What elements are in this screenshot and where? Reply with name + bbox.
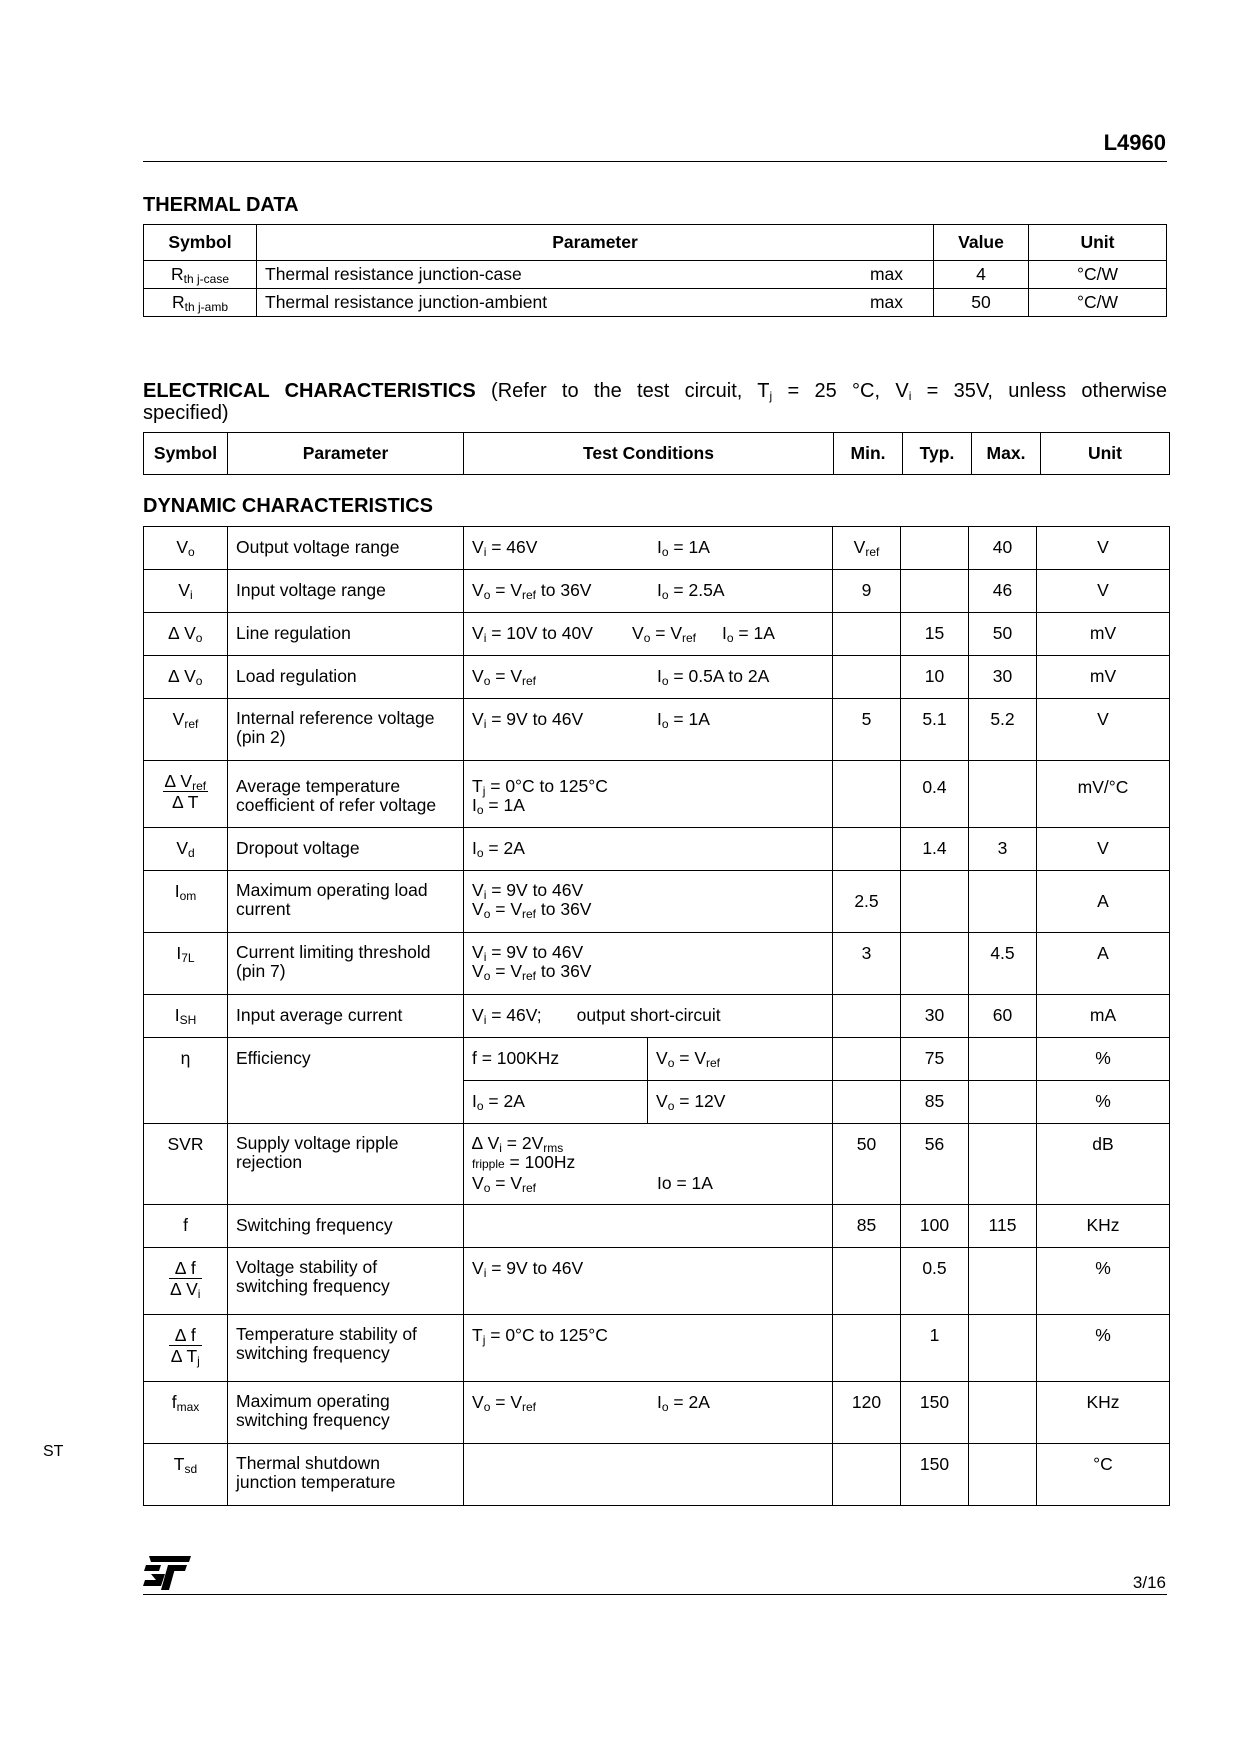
- electrical-intro: ELECTRICAL CHARACTERISTICS (Refer to the test circuit, $T_j = 25$ °C, $V_i = 35V$, unless otherwise: [143, 380, 1167, 403]
- parameter-cell: Voltage stability of switching frequency: [228, 1248, 464, 1315]
- symbol-cell: [144, 1248, 228, 1315]
- table-row: [144, 828, 1170, 871]
- max-cell: [969, 1081, 1037, 1124]
- conditions-cell: $V_i = 46V$; output short-circuit: [464, 995, 833, 1038]
- conditions-cell: $V_i = 10V$ to 40V $V_o = V_{ref}$ $I_o = 1A$: [464, 613, 833, 656]
- max-cell: [969, 1248, 1037, 1315]
- min-cell: [833, 1081, 901, 1124]
- typ-cell: 30: [901, 995, 969, 1038]
- value-cell: 50: [934, 289, 1029, 317]
- max-cell: [969, 1315, 1037, 1382]
- typ-cell: 10: [901, 656, 969, 699]
- table-row: [144, 699, 1170, 761]
- symbol-cell: $T_{sd}$: [144, 1444, 228, 1506]
- table-row: [144, 527, 1170, 570]
- parameter-cell: Average temperature coefficient of refer voltage: [228, 761, 464, 828]
- table-row: [144, 570, 1170, 613]
- max-cell: 115: [969, 1205, 1037, 1248]
- electrical-intro-cont: specified): [143, 402, 229, 424]
- conditions-cell: $V_i = 9V$ to 46V $I_o = 1A$: [464, 699, 833, 761]
- th-parameter: Parameter: [228, 433, 464, 475]
- unit-cell: V: [1037, 527, 1170, 570]
- symbol-cell: $f_{max}$: [144, 1382, 228, 1444]
- typ-cell: [901, 527, 969, 570]
- unit-cell: %: [1037, 1315, 1170, 1382]
- typ-cell: 5.1: [901, 699, 969, 761]
- symbol-cell: $R_{th j-amb}$: [144, 289, 257, 317]
- conditions-cell: $V_i = 9V$ to 46V $V_o = V_{ref}$ to 36V: [464, 933, 833, 995]
- thermal-header-row: [144, 225, 1167, 261]
- unit-cell: A: [1037, 871, 1170, 933]
- fraction: $\frac{\Delta V_{ref}}{\Delta T}$: [164, 771, 207, 812]
- symbol-cell: [144, 761, 228, 828]
- fraction: $\frac{\Delta f}{\Delta T_j}$: [171, 1325, 200, 1368]
- table-row: [144, 1248, 1170, 1315]
- typ-cell: 1: [901, 1315, 969, 1382]
- typ-cell: [901, 570, 969, 613]
- parameter-cell: Input average current: [228, 995, 464, 1038]
- typ-cell: 15: [901, 613, 969, 656]
- table-row: [144, 261, 1167, 289]
- th-symbol: Symbol: [144, 225, 257, 261]
- max-cell: [969, 1444, 1037, 1506]
- typ-cell: 150: [901, 1444, 969, 1506]
- th-min: Min.: [834, 433, 903, 475]
- value-cell: 4: [934, 261, 1029, 289]
- parameter-cell: Efficiency: [228, 1038, 464, 1124]
- unit-cell: mV/°C: [1037, 761, 1170, 828]
- max-cell: 3: [969, 828, 1037, 871]
- parameter-cell: Input voltage range: [228, 570, 464, 613]
- table-row: [144, 1205, 1170, 1248]
- symbol-cell: $V_{ref}$: [144, 699, 228, 761]
- symbol-cell: $V_o$: [144, 527, 228, 570]
- th-unit: Unit: [1041, 433, 1170, 475]
- max-cell: 50: [969, 613, 1037, 656]
- table-row: [144, 995, 1170, 1038]
- parameter-cell: Load regulation: [228, 656, 464, 699]
- unit-cell: mA: [1037, 995, 1170, 1038]
- unit-cell: dB: [1037, 1124, 1170, 1205]
- parameter-cell: Maximum operating switching frequency: [228, 1382, 464, 1444]
- typ-cell: 1.4: [901, 828, 969, 871]
- min-cell: 120: [833, 1382, 901, 1444]
- min-cell: 3: [833, 933, 901, 995]
- min-cell: 2.5: [833, 871, 901, 933]
- parameter-cell: Thermal resistance junction-ambient max: [257, 289, 934, 317]
- dynamic-table: [143, 526, 1170, 1506]
- conditions-cell: $T_j = 0^\circ C$ to 125°C $I_o = 1A$: [464, 761, 833, 828]
- typ-cell: [901, 871, 969, 933]
- max-cell: [969, 871, 1037, 933]
- header-rule: [143, 161, 1167, 162]
- symbol-cell: $V_i$: [144, 570, 228, 613]
- svg-text:ST: ST: [43, 1443, 64, 1460]
- min-cell: [833, 828, 901, 871]
- typ-cell: 85: [901, 1081, 969, 1124]
- part-number: L4960: [1103, 130, 1166, 155]
- max-cell: [969, 1124, 1037, 1205]
- table-row: [144, 933, 1170, 995]
- table-row: [144, 1382, 1170, 1444]
- min-cell: $V_{ref}$: [833, 527, 901, 570]
- typ-cell: 100: [901, 1205, 969, 1248]
- typ-cell: 0.5: [901, 1248, 969, 1315]
- symbol-cell: SVR: [144, 1124, 228, 1205]
- parameter-cell: Line regulation: [228, 613, 464, 656]
- symbol-cell: f: [144, 1205, 228, 1248]
- unit-cell: V: [1037, 699, 1170, 761]
- max-cell: 4.5: [969, 933, 1037, 995]
- conditions-cell: $V_o = V_{ref}$ to 36V $I_o = 2.5A$: [464, 570, 833, 613]
- conditions-cell: $V_i = 9V$ to 46V: [464, 1248, 833, 1315]
- thermal-title: THERMAL DATA: [143, 194, 299, 216]
- table-row: [144, 871, 1170, 933]
- unit-cell: mV: [1037, 656, 1170, 699]
- unit-cell: °C/W: [1029, 289, 1167, 317]
- symbol-cell: $I_{om}$: [144, 871, 228, 933]
- conditions-cell: [464, 1205, 833, 1248]
- typ-cell: 75: [901, 1038, 969, 1081]
- thermal-table: [143, 224, 1167, 317]
- unit-cell: KHz: [1037, 1382, 1170, 1444]
- parameter-cell: Supply voltage ripple rejection: [228, 1124, 464, 1205]
- max-cell: 5.2: [969, 699, 1037, 761]
- conditions-cell: $V_i = 46V$ $I_o = 1A$: [464, 527, 833, 570]
- min-cell: [833, 761, 901, 828]
- th-unit: Unit: [1029, 225, 1167, 261]
- unit-cell: V: [1037, 828, 1170, 871]
- th-symbol: Symbol: [144, 433, 228, 475]
- conditions-cell: $V_i = 9V$ to 46V $V_o = V_{ref}$ to 36V: [464, 871, 833, 933]
- typ-cell: [901, 933, 969, 995]
- max-cell: 40: [969, 527, 1037, 570]
- th-conditions: Test Conditions: [464, 433, 834, 475]
- conditions-cell: f = 100KHz: [464, 1038, 648, 1081]
- parameter-cell: Thermal shutdown junction temperature: [228, 1444, 464, 1506]
- conditions-cell: $V_o = V_{ref}$ $I_o = 0.5A$ to 2A: [464, 656, 833, 699]
- min-cell: [833, 613, 901, 656]
- parameter-cell: Dropout voltage: [228, 828, 464, 871]
- min-cell: [833, 656, 901, 699]
- th-max: Max.: [972, 433, 1041, 475]
- conditions-cell: $V_o = V_{ref}$: [648, 1038, 833, 1081]
- th-value: Value: [934, 225, 1029, 261]
- conditions-cell: $V_o = V_{ref}$ $I_o = 2A$: [464, 1382, 833, 1444]
- conditions-cell: ∆ $V_i = 2V_{rms}$ fripple = 100Hz $V_o = V_{ref}$ Io = 1A: [464, 1124, 833, 1205]
- symbol-cell: ∆ $V_o$: [144, 613, 228, 656]
- table-row: [144, 1124, 1170, 1205]
- table-row: [144, 1315, 1170, 1382]
- unit-cell: mV: [1037, 613, 1170, 656]
- max-cell: [969, 761, 1037, 828]
- parameter-cell: Internal reference voltage (pin 2): [228, 699, 464, 761]
- table-row: [144, 656, 1170, 699]
- table-row: [144, 1038, 1170, 1081]
- unit-cell: %: [1037, 1038, 1170, 1081]
- electrical-header-row: [144, 433, 1170, 475]
- unit-cell: °C/W: [1029, 261, 1167, 289]
- conditions-cell: $T_j = 0^\circ C$ to 125°C: [464, 1315, 833, 1382]
- max-cell: 46: [969, 570, 1037, 613]
- dynamic-title: DYNAMIC CHARACTERISTICS: [143, 495, 433, 517]
- min-cell: [833, 1038, 901, 1081]
- table-row: [144, 289, 1167, 317]
- parameter-cell: Maximum operating load current: [228, 871, 464, 933]
- parameter-cell: Output voltage range: [228, 527, 464, 570]
- min-cell: [833, 1248, 901, 1315]
- conditions-cell: $I_o = 2A$: [464, 1081, 648, 1124]
- fraction: $\frac{\Delta f}{\Delta V_i}$: [170, 1258, 201, 1301]
- typ-cell: 0.4: [901, 761, 969, 828]
- min-cell: [833, 995, 901, 1038]
- th-typ: Typ.: [903, 433, 972, 475]
- unit-cell: V: [1037, 570, 1170, 613]
- conditions-cell: [464, 1444, 833, 1506]
- page-number: 3/16: [1132, 1573, 1166, 1592]
- th-parameter: Parameter: [257, 225, 934, 261]
- max-cell: 30: [969, 656, 1037, 699]
- min-cell: 85: [833, 1205, 901, 1248]
- unit-cell: %: [1037, 1081, 1170, 1124]
- min-cell: [833, 1315, 901, 1382]
- unit-cell: °C: [1037, 1444, 1170, 1506]
- symbol-cell: $I_{SH}$: [144, 995, 228, 1038]
- symbol-cell: $V_d$: [144, 828, 228, 871]
- parameter-cell: Switching frequency: [228, 1205, 464, 1248]
- conditions-cell: $I_o = 2A$: [464, 828, 833, 871]
- table-row: [144, 613, 1170, 656]
- table-row: [144, 1444, 1170, 1506]
- max-cell: [969, 1382, 1037, 1444]
- footer-rule: [143, 1594, 1167, 1595]
- parameter-cell: Current limiting threshold (pin 7): [228, 933, 464, 995]
- typ-cell: 56: [901, 1124, 969, 1205]
- min-cell: 50: [833, 1124, 901, 1205]
- min-cell: [833, 1444, 901, 1506]
- parameter-cell: Temperature stability of switching frequency: [228, 1315, 464, 1382]
- parameter-cell: Thermal resistance junction-case max: [257, 261, 934, 289]
- max-cell: 60: [969, 995, 1037, 1038]
- unit-cell: KHz: [1037, 1205, 1170, 1248]
- unit-cell: A: [1037, 933, 1170, 995]
- conditions-cell: $V_o = 12V$: [648, 1081, 833, 1124]
- symbol-cell: [144, 1315, 228, 1382]
- symbol-cell: $I_{7L}$: [144, 933, 228, 995]
- typ-cell: 150: [901, 1382, 969, 1444]
- symbol-cell: η: [144, 1038, 228, 1124]
- unit-cell: %: [1037, 1248, 1170, 1315]
- min-cell: 9: [833, 570, 901, 613]
- symbol-cell: $R_{th j-case}$: [144, 261, 257, 289]
- electrical-header-table: [143, 432, 1170, 475]
- table-row: [144, 761, 1170, 828]
- symbol-cell: ∆ $V_o$: [144, 656, 228, 699]
- max-cell: [969, 1038, 1037, 1081]
- min-cell: 5: [833, 699, 901, 761]
